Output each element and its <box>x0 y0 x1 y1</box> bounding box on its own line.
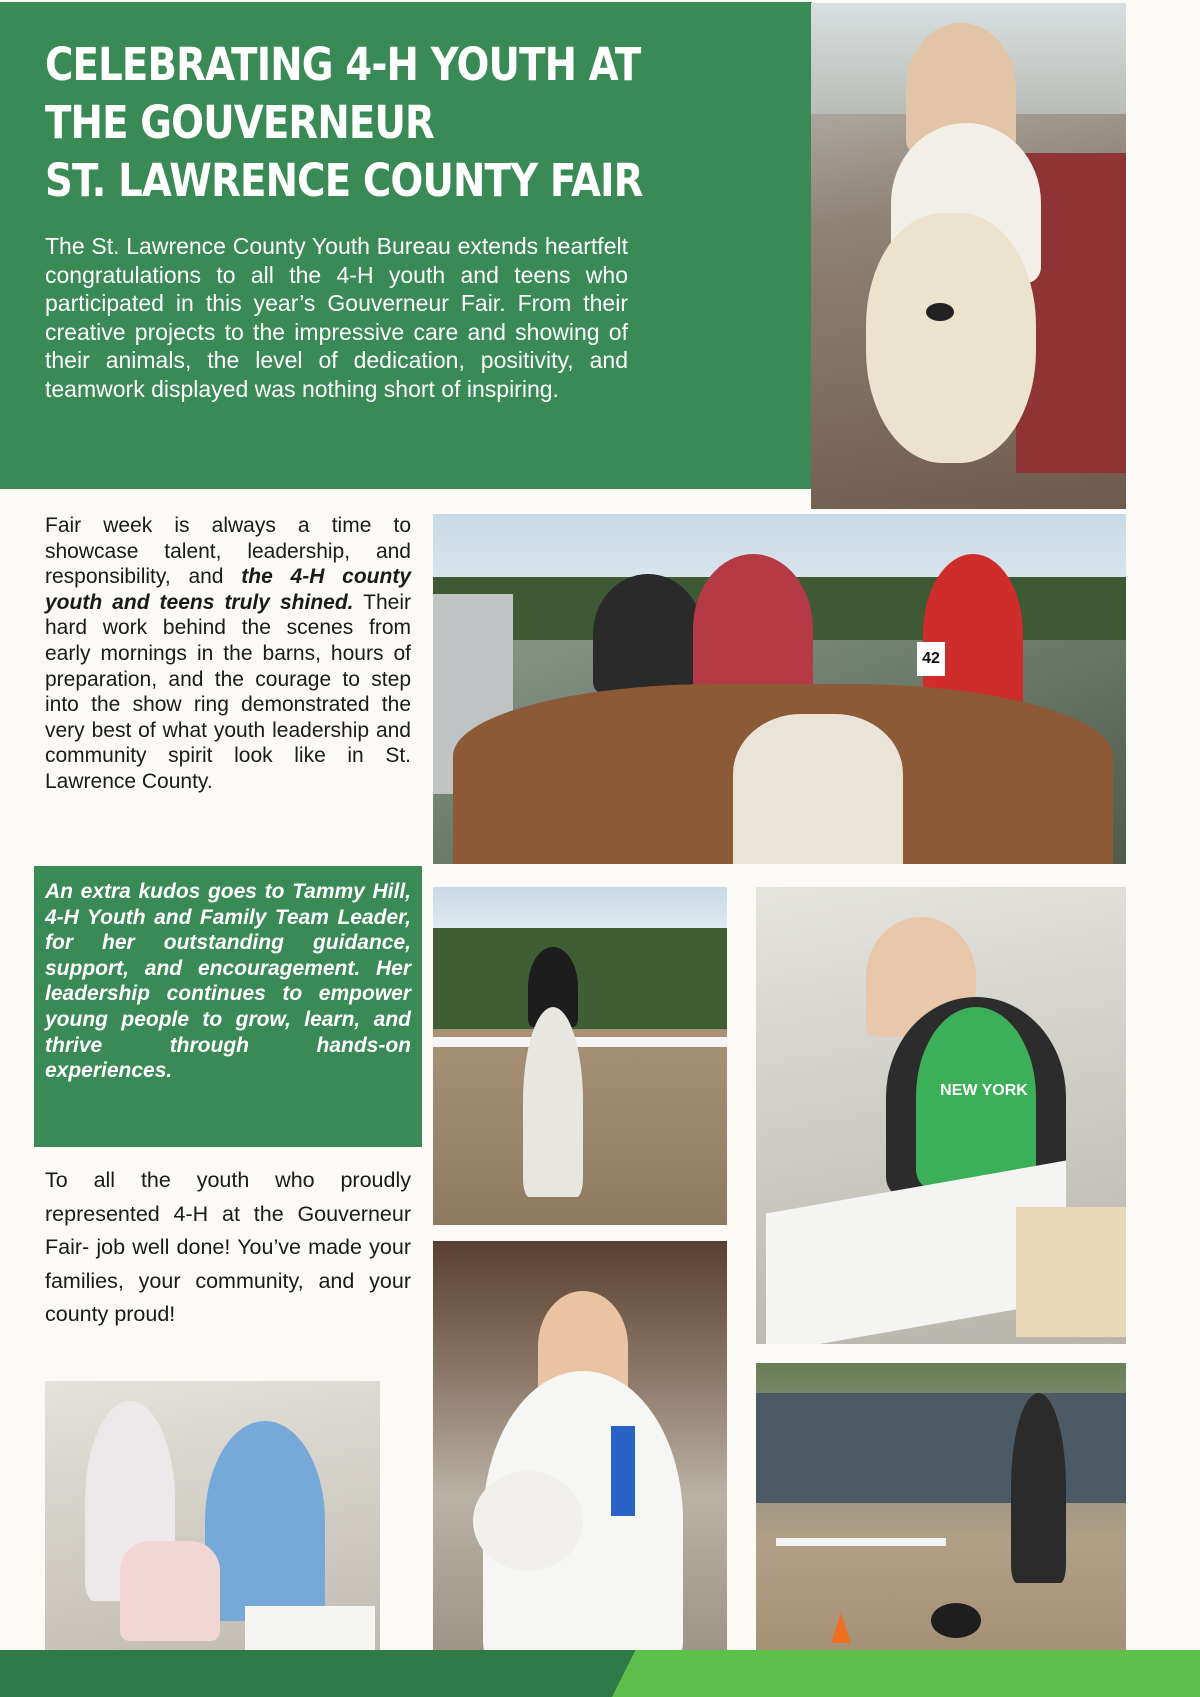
footer-band-dark <box>0 1650 640 1697</box>
kudos-callout <box>34 866 422 1147</box>
intro-paragraph: The St. Lawrence County Youth Bureau extends heartfelt congratulations to all the 4-H youth and teens who participated in this year’s Gouverneur Fair. From their creative projects to the impressive care and showing of their animals, the level of dedication, positivity, and teamwork displayed was nothing short of inspiring. <box>45 233 628 402</box>
photo-girl-with-chicken <box>433 1241 727 1666</box>
header-banner <box>0 2 812 489</box>
title-line-2: THE GOUVERNEUR <box>45 96 434 149</box>
photo-horse-riders <box>433 514 1126 864</box>
photo-girl-record-book <box>756 887 1126 1344</box>
kudos-text: An extra kudos goes to Tammy Hill, 4-H Youth and Family Team Leader, for her outstanding guidance, support, and encouragement. Her leadership continues to empower young people to grow, learn, and thrive through hands-on experiences. <box>45 880 411 1083</box>
closing-paragraph: To all the youth who proudly represented 4-H at the Gouverneur Fair- job well done! You’ve made your families, your community, and your county proud! <box>45 1168 411 1326</box>
photo-girls-with-cake <box>45 1381 380 1666</box>
fair-week-paragraph: Fair week is always a time to showcase talent, leadership, and responsibility, and the 4-H county youth and teens truly shined. Their hard work behind the scenes from early mornings in the barns, hours of preparation, and the courage to step into the show ring demonstrated the very best of what youth leadership and community spirit look like in St. Lawrence County. <box>45 514 411 793</box>
photo-dog-agility <box>756 1363 1126 1666</box>
photo-white-horse-rider <box>433 887 727 1225</box>
title-line-1: CELEBRATING 4-H YOUTH AT <box>45 38 641 91</box>
rider-number-badge: 42 <box>917 642 945 676</box>
page-title <box>45 36 643 210</box>
title-line-3: ST. LAWRENCE COUNTY FAIR <box>45 154 643 207</box>
footer-band-light <box>612 1650 1200 1697</box>
fair-week-emphasis: the 4-H county youth and teens truly shined. <box>45 565 411 614</box>
photo-boy-with-dog <box>811 3 1126 509</box>
shirt-print: NEW YORK <box>940 1082 1028 1099</box>
